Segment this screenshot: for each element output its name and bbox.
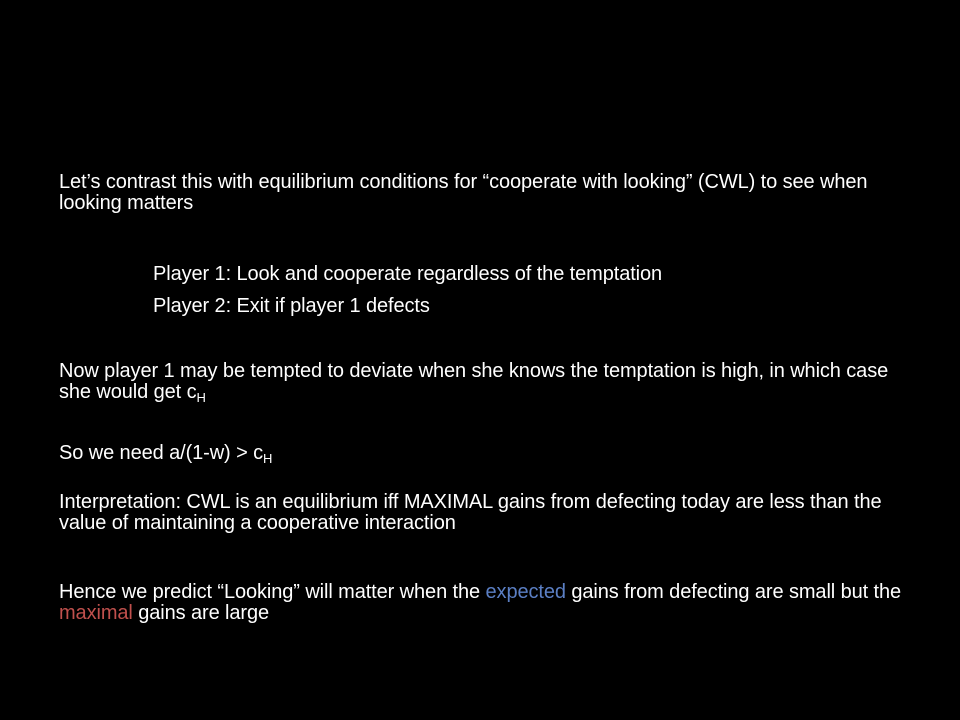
condition-text: So we need a/(1-w) > c bbox=[59, 442, 264, 464]
interpretation-paragraph: Interpretation: CWL is an equilibrium iff MAXIMAL gains from defecting today are less than the value of maintaining a cooperative interaction bbox=[59, 491, 882, 534]
maximal-highlight: maximal bbox=[59, 602, 133, 624]
expected-highlight: expected bbox=[485, 581, 566, 603]
prediction-text-1: Hence we predict “Looking” will matter when the bbox=[59, 581, 486, 603]
prediction-paragraph bbox=[59, 582, 909, 624]
player1-strategy: Player 1: Look and cooperate regardless of the temptation bbox=[153, 263, 663, 285]
intro-paragraph: Let’s contrast this with equilibrium conditions for “cooperate with looking” (CWL) to see when looking matters bbox=[59, 171, 868, 214]
deviation-paragraph bbox=[59, 361, 909, 403]
condition-paragraph bbox=[59, 443, 909, 464]
deviation-text: Now player 1 may be tempted to deviate when she knows the temptation is high, in which case she would get c bbox=[59, 360, 889, 403]
subscript-h: H bbox=[263, 451, 273, 466]
prediction-text-2: gains from defecting are small but the bbox=[565, 581, 902, 603]
prediction-text-3: gains are large bbox=[132, 602, 270, 624]
subscript-h: H bbox=[196, 390, 206, 405]
player2-strategy: Player 2: Exit if player 1 defects bbox=[153, 295, 430, 317]
